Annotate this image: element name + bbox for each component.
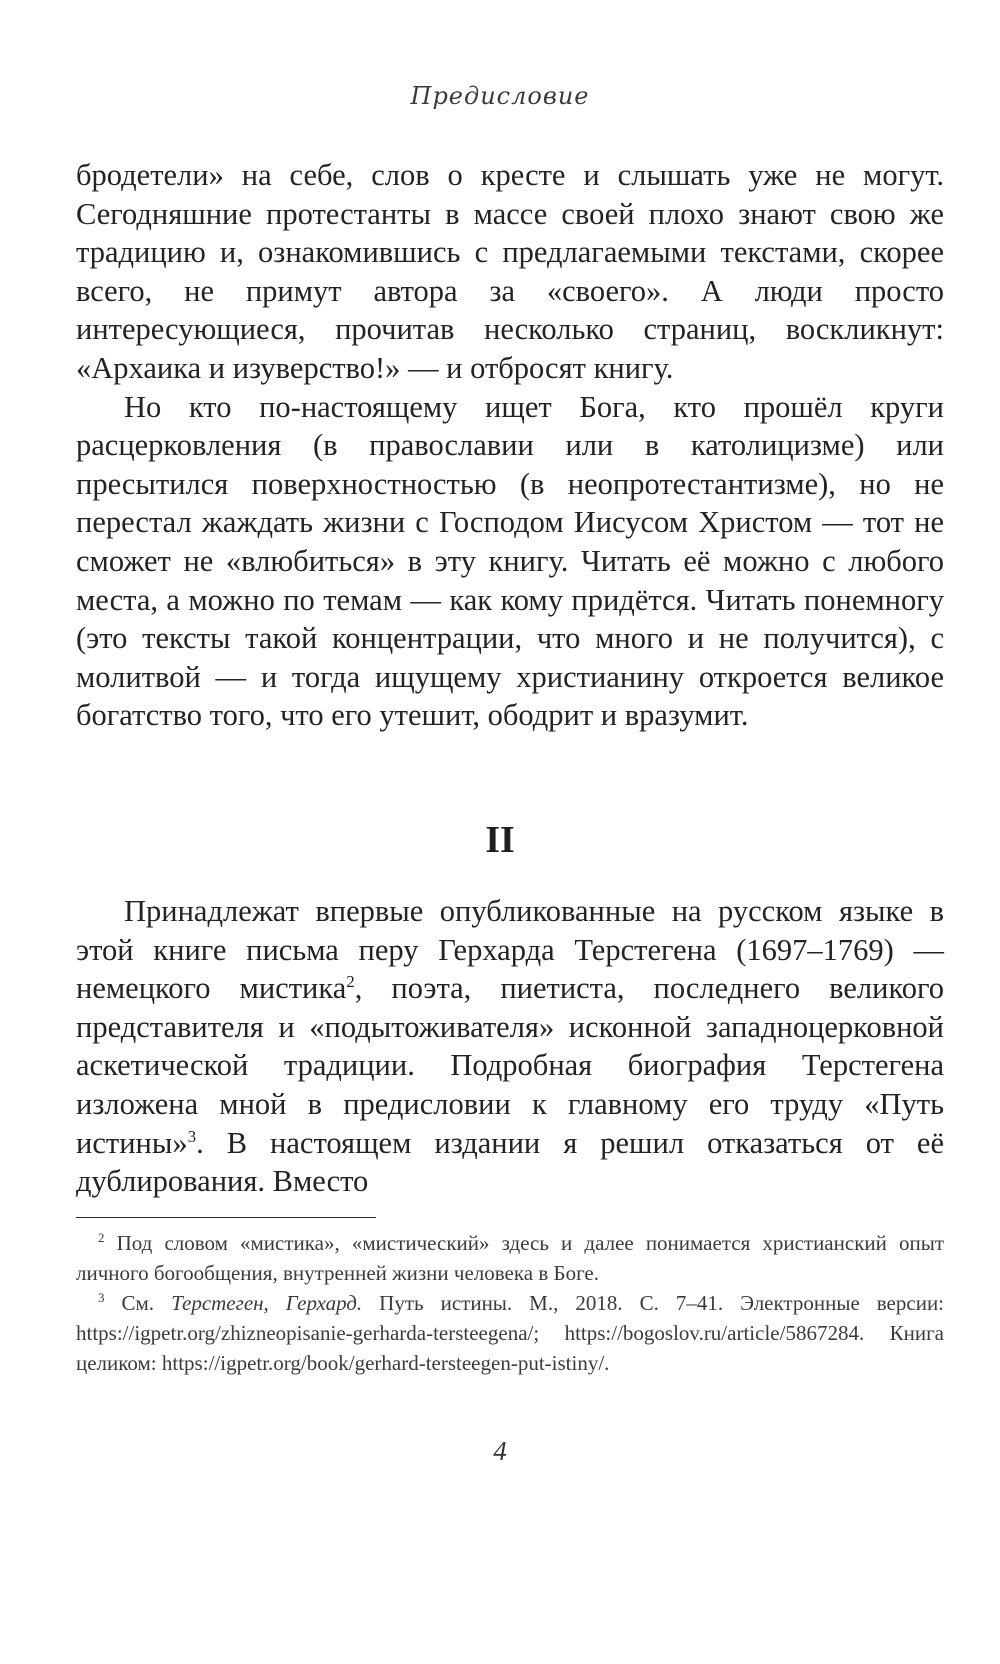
footnote-author: Терстеген, Герхард.	[171, 1291, 363, 1315]
footnote	[76, 1288, 944, 1378]
footnote-ref: 2	[346, 972, 355, 992]
footnote-divider	[76, 1217, 376, 1218]
footnote	[76, 1228, 944, 1288]
footnote-ref: 3	[187, 1126, 197, 1146]
text-block-bottom	[76, 892, 944, 1201]
footnotes	[76, 1228, 944, 1378]
paragraph: Но кто по-настоящему ищет Бога, кто прошёл круги расцерковления (в православии или в католицизме) или пресытился поверхностностью (в неопротестантизме), но не перестал жаждать жизни с Господом Иисусом Христом — тот не сможет не «влюбиться» в эту книгу. Читать её можно с любого места, а можно по темам — как кому придётся. Читать понемногу (это тексты такой концентрации, что много и не получится), с молитвой — и тогда ищущему христианину откроется великое богатство того, что его утешит, ободрит и вразумит.	[76, 389, 944, 733]
footnote-prefix: См.	[121, 1291, 172, 1315]
paragraph-text: . В настоящем издании я решил отказаться от её дублирования. Вместо	[76, 1125, 944, 1199]
paragraph	[76, 892, 944, 1201]
text-block-top	[76, 156, 944, 735]
paragraph-text: , поэта, пиетиста, последнего великого представителя и «подытоживателя» исконной западноцерковной аскетической традиции. Подробная биография Терстегена изложена мной в предисловии к главному его труду «Путь истины»	[76, 971, 944, 1160]
page-number: 4	[493, 1436, 507, 1466]
footnote-text: Путь истины. М., 2018. С. 7–41. Электронные версии: https://igpetr.org/zhizneopisanie-gerharda-tersteegena/; https://bogoslov.ru/article/5867284. Книга целиком: https://igpetr.org/book/gerhard-tersteegen-put-istiny/.	[76, 1291, 945, 1375]
footnote-number: 2	[98, 1230, 105, 1245]
paragraph-continuation: бродетели» на себе, слов о кресте и слышать уже не могут. Сегодняшние протестанты в массе своей плохо знают свою же традицию и, ознакомившись с предлагаемыми текстами, скорее всего, не примут автора за «своего». А люди просто интересующиеся, прочитав несколько страниц, воскликнут: «Архаика и изуверство!» — и отбросят книгу.	[76, 158, 944, 385]
footnote-number: 3	[98, 1290, 105, 1305]
footnote-text: Под словом «мистика», «мистический» здесь и далее понимается христианский опыт личного богообщения, внутренней жизни человека в Боге.	[76, 1231, 944, 1285]
section-heading: II	[485, 819, 515, 861]
paragraph-text: Принадлежат впервые опубликованные на русском языке в этой книге письма перу Герхарда Терстегена (1697–1769) — немецкого мистика	[76, 894, 944, 1006]
running-header: Предисловие	[410, 82, 590, 110]
